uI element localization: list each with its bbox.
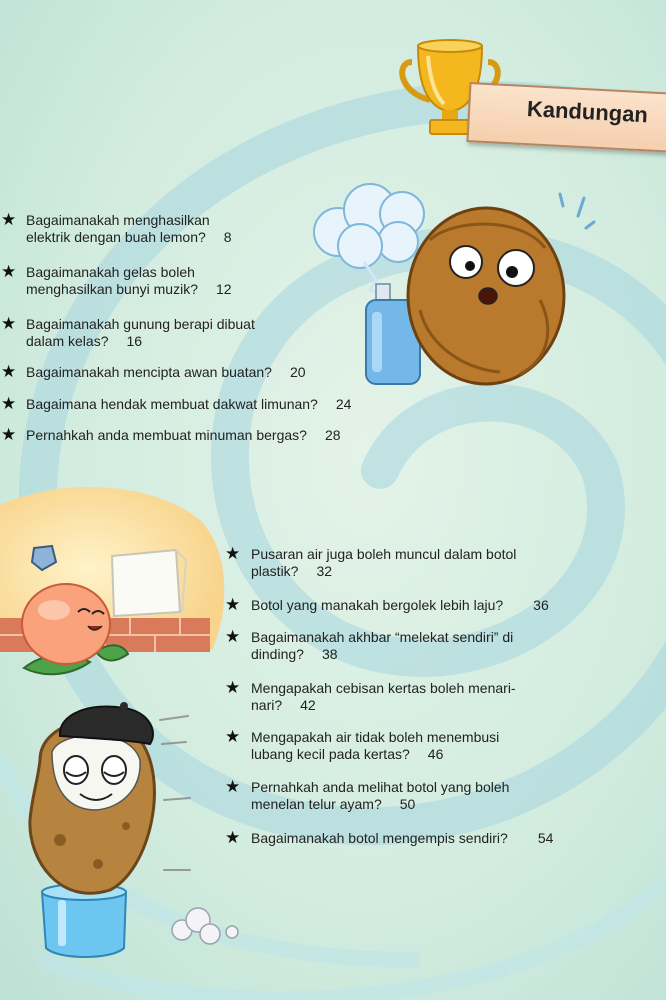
toc-entry[interactable]: Bagaimanakah gunung berapi dibuat dalam kelas? 16 bbox=[26, 316, 255, 349]
toc-entry[interactable]: Pusaran air juga boleh muncul dalam botol plastik? 32 bbox=[251, 546, 517, 579]
star-icon: ★ bbox=[1, 425, 17, 444]
page-number: 20 bbox=[289, 364, 306, 380]
page-number: 24 bbox=[335, 396, 352, 412]
star-icon: ★ bbox=[1, 314, 17, 333]
potato-icon bbox=[30, 721, 155, 893]
page-number: 38 bbox=[321, 646, 338, 662]
page-title: Kandungan bbox=[526, 96, 649, 128]
page-number: 36 bbox=[533, 597, 549, 613]
toc-entry[interactable]: Bagaimanakah menghasilkan elektrik dengan buah lemon? 8 bbox=[26, 212, 232, 245]
page-number: 8 bbox=[223, 229, 232, 245]
page-number: 16 bbox=[126, 333, 143, 349]
star-icon: ★ bbox=[225, 627, 241, 646]
toc-entry[interactable]: Bagaimanakah akhbar “melekat sendiri” di dinding? 38 bbox=[251, 629, 514, 662]
toc-entry[interactable]: Bagaimanakah botol mengempis sendiri? 54 bbox=[251, 830, 554, 846]
toc-entry[interactable]: Mengapakah cebisan kertas boleh menari- nari? 42 bbox=[251, 680, 516, 713]
toc-entry[interactable]: Mengapakah air tidak boleh menembusi lubang kecil pada kertas? 46 bbox=[251, 729, 500, 762]
toc-entry[interactable]: Botol yang manakah bergolek lebih laju? 36 bbox=[251, 597, 549, 613]
toc-entry[interactable]: Pernahkah anda melihat botol yang boleh menelan telur ayam? 50 bbox=[251, 779, 510, 812]
star-icon: ★ bbox=[1, 362, 17, 381]
star-icon: ★ bbox=[1, 210, 17, 229]
toc-entry[interactable]: Bagaimanakah mencipta awan buatan? 20 bbox=[26, 364, 306, 380]
page-number: 54 bbox=[537, 830, 554, 846]
star-icon: ★ bbox=[225, 777, 241, 796]
toc-entry[interactable]: Bagaimanakah gelas boleh menghasilkan bunyi muzik? 12 bbox=[26, 264, 232, 297]
dust-puff-icon bbox=[172, 908, 238, 944]
star-icon: ★ bbox=[1, 262, 17, 281]
star-icon: ★ bbox=[1, 394, 17, 413]
toc-entry[interactable]: Pernahkah anda membuat minuman bergas? 28 bbox=[26, 427, 341, 443]
page-number: 46 bbox=[427, 746, 444, 762]
toc-entry[interactable]: Bagaimana hendak membuat dakwat limunan? 24 bbox=[26, 396, 352, 412]
beret-icon bbox=[60, 702, 153, 744]
page-number: 28 bbox=[324, 427, 341, 443]
page-number: 42 bbox=[300, 697, 316, 713]
cup-icon bbox=[42, 884, 126, 957]
star-icon: ★ bbox=[225, 727, 241, 746]
star-icon: ★ bbox=[225, 595, 241, 614]
star-icon: ★ bbox=[225, 678, 241, 697]
star-icon: ★ bbox=[225, 544, 241, 563]
page-number: 50 bbox=[399, 796, 416, 812]
star-icon: ★ bbox=[225, 828, 241, 847]
page-number: 12 bbox=[215, 281, 232, 297]
page-number: 32 bbox=[316, 563, 333, 579]
